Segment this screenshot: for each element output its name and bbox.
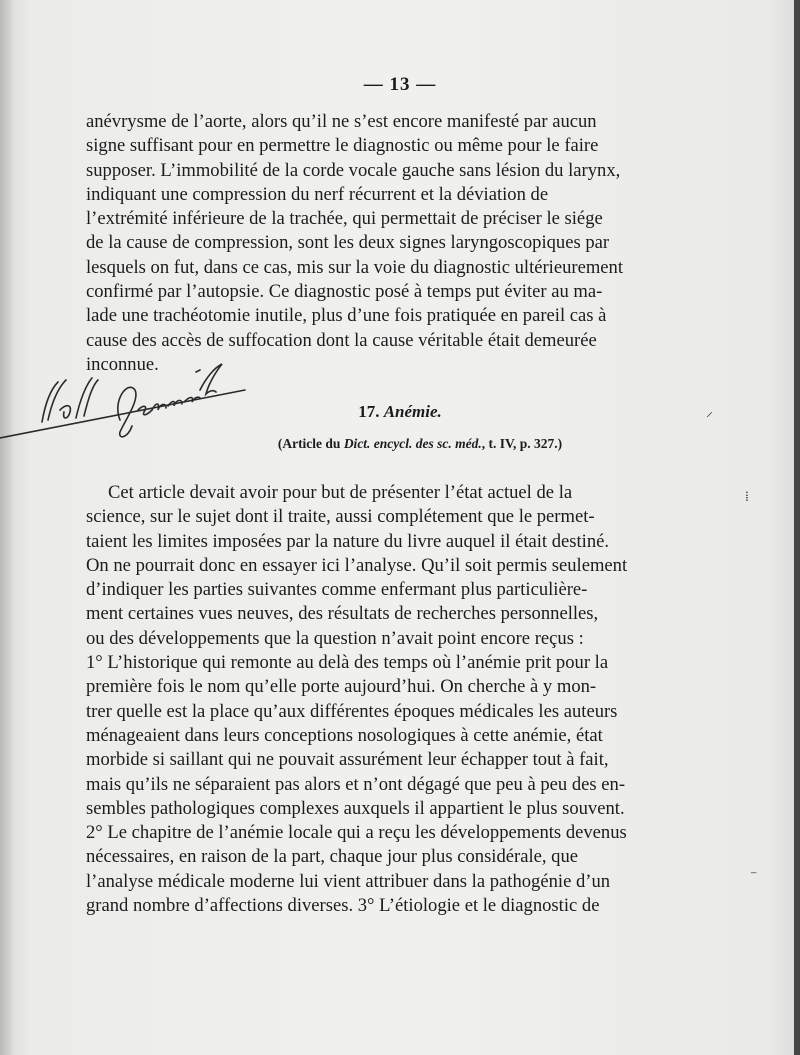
text-line: On ne pourrait donc en essayer ici l’analyse. Qu’il soit permis seulement (86, 554, 628, 576)
text-line: d’indiquer les parties suivantes comme enfermant plus particulière- (86, 579, 588, 601)
page-number: — 13 — (363, 74, 437, 95)
paragraph-1 (86, 110, 640, 377)
text-line: mais qu’ils ne séparaient pas alors et n’ont dégagé que peu à peu des en- (86, 773, 626, 795)
text-line: anévrysme de l’aorte, alors qu’il ne s’est encore manifesté par aucun (86, 111, 597, 132)
text-line: lesquels on fut, dans ce cas, mis sur la voie du diagnostic ultérieurement (86, 256, 624, 278)
text-line: trer quelle est la place qu’aux différentes époques médicales les auteurs (86, 700, 618, 722)
text-line: l’analyse médicale moderne lui vient attribuer dans la pathogénie d’un (86, 870, 611, 892)
text-line: grand nombre d’affections diverses. 3° L’étiologie et le diagnostic de (86, 895, 600, 917)
text-line: confirmé par l’autopsie. Ce diagnostic posé à temps put éviter au ma- (86, 281, 603, 303)
scan-speck: ⁻ (750, 869, 758, 884)
text-line: signe suffisant pour en permettre le diagnostic ou même pour le faire (86, 135, 599, 157)
text-line: inconnue. (86, 353, 159, 375)
text-line: ou des développements que la question n’avait point encore reçus : (86, 627, 584, 649)
section-number: 17. (358, 402, 380, 421)
scan-border (794, 0, 800, 1055)
text-line: lade une trachéotomie inutile, plus d’une fois pratiquée en pareil cas à (86, 305, 607, 327)
paragraph-2 (86, 481, 640, 918)
text-line: nécessaires, en raison de la part, chaque jour plus considérale, que (86, 846, 579, 868)
scan-speck: ⸍ (706, 411, 713, 426)
text-line: ment certaines vues neuves, des résultats de recherches personnelles, (86, 603, 599, 625)
text-line: sembles pathologiques complexes auxquels il appartient le plus souvent. (86, 797, 625, 819)
scan-speck: ⁞ (745, 490, 749, 505)
text-line: 2° Le chapitre de l’anémie locale qui a reçu les développements devenus (86, 822, 627, 844)
text-line: morbide si saillant qui ne pouvait assurément leur échapper tout à fait, (86, 749, 609, 771)
section-title: Anémie. (383, 402, 442, 421)
reference-suffix: , t. IV, p. 327.) (481, 436, 563, 451)
page-edge-shadow (0, 0, 14, 1055)
text-line: l’extrémité inférieure de la trachée, qui permettait de préciser le siége (86, 208, 603, 230)
text-line: indiquant une compression du nerf récurrent et la déviation de (86, 183, 549, 205)
reference-prefix: (Article du (277, 436, 344, 451)
text-line: cause des accès de suffocation dont la cause véritable était demeurée (86, 329, 597, 351)
section-reference (205, 436, 635, 452)
section-heading (0, 402, 800, 422)
reference-source: Dict. encycl. des sc. méd. (343, 436, 482, 451)
text-line: Cet article devait avoir pour but de présenter l’état actuel de la (108, 482, 573, 503)
text-line: première fois le nom qu’elle porte aujourd’hui. On cherche à y mon- (86, 676, 597, 698)
text-line: de la cause de compression, sont les deux signes laryngoscopiques par (86, 232, 610, 254)
text-line: 1° L’historique qui remonte au delà des temps où l’anémie prit pour la (86, 652, 609, 674)
text-line: ménageaient dans leurs conceptions nosologiques à cette anémie, état (86, 724, 603, 746)
text-line: taient les limites imposées par la nature du livre auquel il était destiné. (86, 530, 610, 552)
text-line: science, sur le sujet dont il traite, aussi complétement que le permet- (86, 506, 595, 528)
text-line: supposer. L’immobilité de la corde vocale gauche sans lésion du larynx, (86, 159, 621, 181)
